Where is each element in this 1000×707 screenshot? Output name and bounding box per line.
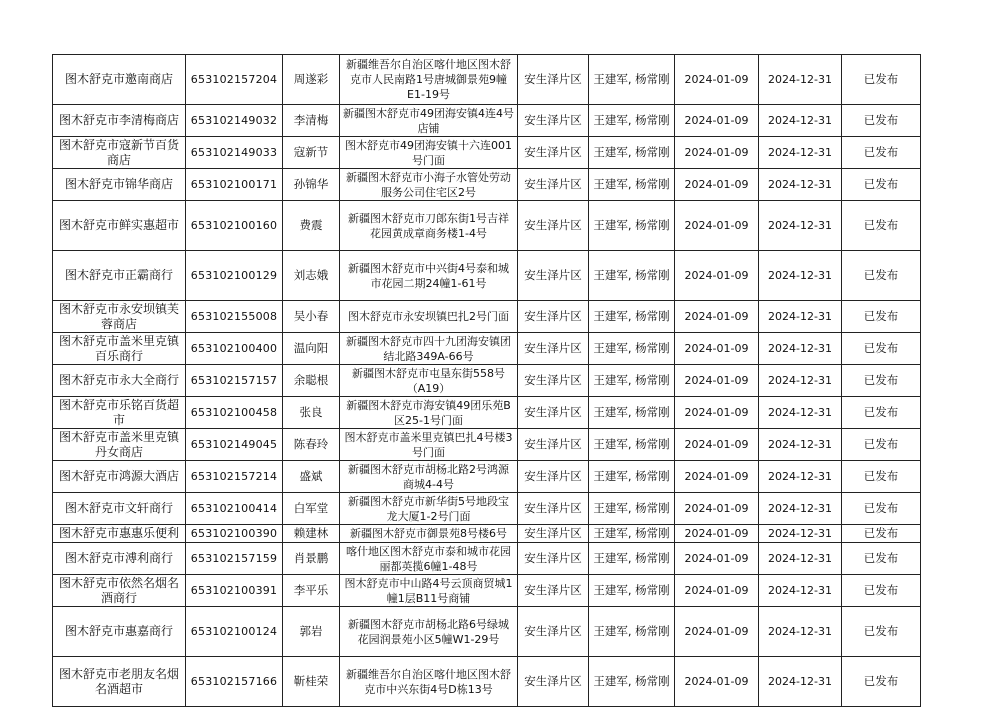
license-code-cell: 653102100129 bbox=[186, 251, 283, 301]
license-code-cell: 653102100458 bbox=[186, 397, 283, 429]
inspectors-cell: 王建军, 杨常刚 bbox=[589, 607, 675, 657]
table-row bbox=[53, 365, 921, 397]
license-code-cell: 653102155008 bbox=[186, 301, 283, 333]
district-cell: 安生泽片区 bbox=[518, 575, 589, 607]
end-date-cell: 2024-12-31 bbox=[759, 55, 842, 105]
district-cell: 安生泽片区 bbox=[518, 461, 589, 493]
owner-name-cell: 盛斌 bbox=[283, 461, 340, 493]
shop-name-cell: 图木舒克市惠惠乐便利 bbox=[53, 525, 186, 543]
status-cell: 已发布 bbox=[842, 575, 921, 607]
table-row bbox=[53, 461, 921, 493]
district-cell: 安生泽片区 bbox=[518, 301, 589, 333]
inspectors-cell: 王建军, 杨常刚 bbox=[589, 493, 675, 525]
end-date-cell: 2024-12-31 bbox=[759, 429, 842, 461]
district-cell: 安生泽片区 bbox=[518, 55, 589, 105]
status-cell: 已发布 bbox=[842, 525, 921, 543]
owner-name-cell: 郭岩 bbox=[283, 607, 340, 657]
shop-name-cell: 图木舒克市正霸商行 bbox=[53, 251, 186, 301]
address-cell: 新疆图木舒克市中兴街4号泰和城市花园二期24幢1-61号 bbox=[340, 251, 518, 301]
owner-name-cell: 温向阳 bbox=[283, 333, 340, 365]
license-code-cell: 653102157159 bbox=[186, 543, 283, 575]
status-cell: 已发布 bbox=[842, 397, 921, 429]
end-date-cell: 2024-12-31 bbox=[759, 543, 842, 575]
license-code-cell: 653102157166 bbox=[186, 657, 283, 707]
table-body bbox=[53, 55, 921, 707]
start-date-cell: 2024-01-09 bbox=[675, 137, 759, 169]
table-row bbox=[53, 251, 921, 301]
start-date-cell: 2024-01-09 bbox=[675, 301, 759, 333]
shop-name-cell: 图木舒克市鸿源大酒店 bbox=[53, 461, 186, 493]
end-date-cell: 2024-12-31 bbox=[759, 607, 842, 657]
table-row bbox=[53, 543, 921, 575]
shop-name-cell: 图木舒克市李清梅商店 bbox=[53, 105, 186, 137]
table-row bbox=[53, 105, 921, 137]
shop-name-cell: 图木舒克市永大全商行 bbox=[53, 365, 186, 397]
shop-name-cell: 图木舒克市老朋友名烟名酒超市 bbox=[53, 657, 186, 707]
inspectors-cell: 王建军, 杨常刚 bbox=[589, 543, 675, 575]
owner-name-cell: 张良 bbox=[283, 397, 340, 429]
inspectors-cell: 王建军, 杨常刚 bbox=[589, 201, 675, 251]
district-cell: 安生泽片区 bbox=[518, 365, 589, 397]
table-row bbox=[53, 137, 921, 169]
end-date-cell: 2024-12-31 bbox=[759, 525, 842, 543]
address-cell: 图木舒克市永安坝镇巴扎2号门面 bbox=[340, 301, 518, 333]
status-cell: 已发布 bbox=[842, 493, 921, 525]
owner-name-cell: 陈春玲 bbox=[283, 429, 340, 461]
license-code-cell: 653102100414 bbox=[186, 493, 283, 525]
license-code-cell: 653102100390 bbox=[186, 525, 283, 543]
owner-name-cell: 李清梅 bbox=[283, 105, 340, 137]
inspectors-cell: 王建军, 杨常刚 bbox=[589, 657, 675, 707]
address-cell: 新疆图木舒克市屯垦东街558号（A19） bbox=[340, 365, 518, 397]
start-date-cell: 2024-01-09 bbox=[675, 543, 759, 575]
shop-name-cell: 图木舒克市文轩商行 bbox=[53, 493, 186, 525]
address-cell: 新疆维吾尔自治区喀什地区图木舒克市人民南路1号唐城御景苑9幢E1-19号 bbox=[340, 55, 518, 105]
start-date-cell: 2024-01-09 bbox=[675, 55, 759, 105]
table-row bbox=[53, 397, 921, 429]
address-cell: 新疆图木舒克市胡杨北路6号绿城花园润景苑小区5幢W1-29号 bbox=[340, 607, 518, 657]
end-date-cell: 2024-12-31 bbox=[759, 301, 842, 333]
owner-name-cell: 周遂彩 bbox=[283, 55, 340, 105]
owner-name-cell: 肖景鹏 bbox=[283, 543, 340, 575]
address-cell: 新疆图木舒克市四十九团海安镇团结北路349A-66号 bbox=[340, 333, 518, 365]
license-code-cell: 653102149032 bbox=[186, 105, 283, 137]
license-code-cell: 653102157214 bbox=[186, 461, 283, 493]
status-cell: 已发布 bbox=[842, 169, 921, 201]
end-date-cell: 2024-12-31 bbox=[759, 365, 842, 397]
license-code-cell: 653102100160 bbox=[186, 201, 283, 251]
owner-name-cell: 靳桂荣 bbox=[283, 657, 340, 707]
status-cell: 已发布 bbox=[842, 301, 921, 333]
owner-name-cell: 费震 bbox=[283, 201, 340, 251]
status-cell: 已发布 bbox=[842, 543, 921, 575]
start-date-cell: 2024-01-09 bbox=[675, 461, 759, 493]
address-cell: 新疆图木舒克市胡杨北路2号鸿源商城4-4号 bbox=[340, 461, 518, 493]
shop-name-cell: 图木舒克市锦华商店 bbox=[53, 169, 186, 201]
district-cell: 安生泽片区 bbox=[518, 525, 589, 543]
address-cell: 图木舒克市盖米里克镇巴扎4号楼3号门面 bbox=[340, 429, 518, 461]
shop-name-cell: 图木舒克市依然名烟名酒商行 bbox=[53, 575, 186, 607]
district-cell: 安生泽片区 bbox=[518, 105, 589, 137]
table-row bbox=[53, 301, 921, 333]
inspectors-cell: 王建军, 杨常刚 bbox=[589, 429, 675, 461]
start-date-cell: 2024-01-09 bbox=[675, 333, 759, 365]
license-code-cell: 653102157204 bbox=[186, 55, 283, 105]
inspectors-cell: 王建军, 杨常刚 bbox=[589, 301, 675, 333]
table-row bbox=[53, 607, 921, 657]
district-cell: 安生泽片区 bbox=[518, 201, 589, 251]
owner-name-cell: 赖建林 bbox=[283, 525, 340, 543]
start-date-cell: 2024-01-09 bbox=[675, 525, 759, 543]
owner-name-cell: 余聪根 bbox=[283, 365, 340, 397]
table-row bbox=[53, 575, 921, 607]
owner-name-cell: 李平乐 bbox=[283, 575, 340, 607]
shop-name-cell: 图木舒克市乐铭百货超市 bbox=[53, 397, 186, 429]
owner-name-cell: 吴小春 bbox=[283, 301, 340, 333]
inspectors-cell: 王建军, 杨常刚 bbox=[589, 169, 675, 201]
address-cell: 新疆维吾尔自治区喀什地区图木舒克市中兴东街4号D栋13号 bbox=[340, 657, 518, 707]
district-cell: 安生泽片区 bbox=[518, 333, 589, 365]
start-date-cell: 2024-01-09 bbox=[675, 201, 759, 251]
end-date-cell: 2024-12-31 bbox=[759, 575, 842, 607]
district-cell: 安生泽片区 bbox=[518, 137, 589, 169]
start-date-cell: 2024-01-09 bbox=[675, 251, 759, 301]
status-cell: 已发布 bbox=[842, 429, 921, 461]
table-row bbox=[53, 333, 921, 365]
end-date-cell: 2024-12-31 bbox=[759, 105, 842, 137]
shop-name-cell: 图木舒克市邀南商店 bbox=[53, 55, 186, 105]
license-code-cell: 653102100171 bbox=[186, 169, 283, 201]
license-code-cell: 653102149033 bbox=[186, 137, 283, 169]
status-cell: 已发布 bbox=[842, 251, 921, 301]
district-cell: 安生泽片区 bbox=[518, 397, 589, 429]
status-cell: 已发布 bbox=[842, 333, 921, 365]
start-date-cell: 2024-01-09 bbox=[675, 607, 759, 657]
status-cell: 已发布 bbox=[842, 201, 921, 251]
status-cell: 已发布 bbox=[842, 365, 921, 397]
end-date-cell: 2024-12-31 bbox=[759, 657, 842, 707]
district-cell: 安生泽片区 bbox=[518, 429, 589, 461]
table-row bbox=[53, 429, 921, 461]
inspectors-cell: 王建军, 杨常刚 bbox=[589, 137, 675, 169]
license-table bbox=[52, 54, 921, 707]
table-row bbox=[53, 169, 921, 201]
license-code-cell: 653102149045 bbox=[186, 429, 283, 461]
inspectors-cell: 王建军, 杨常刚 bbox=[589, 397, 675, 429]
inspectors-cell: 王建军, 杨常刚 bbox=[589, 575, 675, 607]
address-cell: 图木舒克市49团海安镇十六连001号门面 bbox=[340, 137, 518, 169]
district-cell: 安生泽片区 bbox=[518, 543, 589, 575]
license-code-cell: 653102100391 bbox=[186, 575, 283, 607]
end-date-cell: 2024-12-31 bbox=[759, 333, 842, 365]
table-row bbox=[53, 201, 921, 251]
status-cell: 已发布 bbox=[842, 461, 921, 493]
status-cell: 已发布 bbox=[842, 607, 921, 657]
shop-name-cell: 图木舒克市永安坝镇芙蓉商店 bbox=[53, 301, 186, 333]
inspectors-cell: 王建军, 杨常刚 bbox=[589, 55, 675, 105]
district-cell: 安生泽片区 bbox=[518, 657, 589, 707]
address-cell: 新疆图木舒克市新华街5号地段宝龙大厦1-2号门面 bbox=[340, 493, 518, 525]
status-cell: 已发布 bbox=[842, 55, 921, 105]
address-cell: 新疆图木舒克市小海子水管处劳动服务公司住宅区2号 bbox=[340, 169, 518, 201]
end-date-cell: 2024-12-31 bbox=[759, 201, 842, 251]
end-date-cell: 2024-12-31 bbox=[759, 397, 842, 429]
inspectors-cell: 王建军, 杨常刚 bbox=[589, 525, 675, 543]
end-date-cell: 2024-12-31 bbox=[759, 137, 842, 169]
start-date-cell: 2024-01-09 bbox=[675, 397, 759, 429]
district-cell: 安生泽片区 bbox=[518, 251, 589, 301]
shop-name-cell: 图木舒克市盖米里克镇丹女商店 bbox=[53, 429, 186, 461]
shop-name-cell: 图木舒克市鲜实惠超市 bbox=[53, 201, 186, 251]
shop-name-cell: 图木舒克市寇新节百货商店 bbox=[53, 137, 186, 169]
shop-name-cell: 图木舒克市盖米里克镇百乐商行 bbox=[53, 333, 186, 365]
address-cell: 新疆图木舒克市御景苑8号楼6号 bbox=[340, 525, 518, 543]
shop-name-cell: 图木舒克市惠嘉商行 bbox=[53, 607, 186, 657]
end-date-cell: 2024-12-31 bbox=[759, 251, 842, 301]
address-cell: 新疆图木舒克市海安镇49团乐苑B区25-1号门面 bbox=[340, 397, 518, 429]
status-cell: 已发布 bbox=[842, 657, 921, 707]
shop-name-cell: 图木舒克市溥利商行 bbox=[53, 543, 186, 575]
inspectors-cell: 王建军, 杨常刚 bbox=[589, 251, 675, 301]
address-cell: 喀什地区图木舒克市泰和城市花园丽都英揽6幢1-48号 bbox=[340, 543, 518, 575]
license-code-cell: 653102157157 bbox=[186, 365, 283, 397]
start-date-cell: 2024-01-09 bbox=[675, 169, 759, 201]
end-date-cell: 2024-12-31 bbox=[759, 461, 842, 493]
end-date-cell: 2024-12-31 bbox=[759, 493, 842, 525]
start-date-cell: 2024-01-09 bbox=[675, 105, 759, 137]
owner-name-cell: 寇新节 bbox=[283, 137, 340, 169]
district-cell: 安生泽片区 bbox=[518, 607, 589, 657]
table-row bbox=[53, 657, 921, 707]
owner-name-cell: 刘志娥 bbox=[283, 251, 340, 301]
start-date-cell: 2024-01-09 bbox=[675, 365, 759, 397]
district-cell: 安生泽片区 bbox=[518, 169, 589, 201]
address-cell: 新疆图木舒克市刀郎东街1号吉祥花园黄成章商务楼1-4号 bbox=[340, 201, 518, 251]
inspectors-cell: 王建军, 杨常刚 bbox=[589, 461, 675, 493]
owner-name-cell: 孙锦华 bbox=[283, 169, 340, 201]
address-cell: 新疆图木舒克市49团海安镇4连4号店铺 bbox=[340, 105, 518, 137]
table-row bbox=[53, 525, 921, 543]
table-row bbox=[53, 55, 921, 105]
inspectors-cell: 王建军, 杨常刚 bbox=[589, 105, 675, 137]
start-date-cell: 2024-01-09 bbox=[675, 657, 759, 707]
status-cell: 已发布 bbox=[842, 137, 921, 169]
end-date-cell: 2024-12-31 bbox=[759, 169, 842, 201]
inspectors-cell: 王建军, 杨常刚 bbox=[589, 365, 675, 397]
start-date-cell: 2024-01-09 bbox=[675, 429, 759, 461]
address-cell: 图木舒克市中山路4号云顶商贸城1幢1层B11号商铺 bbox=[340, 575, 518, 607]
license-code-cell: 653102100400 bbox=[186, 333, 283, 365]
license-code-cell: 653102100124 bbox=[186, 607, 283, 657]
start-date-cell: 2024-01-09 bbox=[675, 575, 759, 607]
status-cell: 已发布 bbox=[842, 105, 921, 137]
district-cell: 安生泽片区 bbox=[518, 493, 589, 525]
inspectors-cell: 王建军, 杨常刚 bbox=[589, 333, 675, 365]
table-row bbox=[53, 493, 921, 525]
owner-name-cell: 白军堂 bbox=[283, 493, 340, 525]
start-date-cell: 2024-01-09 bbox=[675, 493, 759, 525]
